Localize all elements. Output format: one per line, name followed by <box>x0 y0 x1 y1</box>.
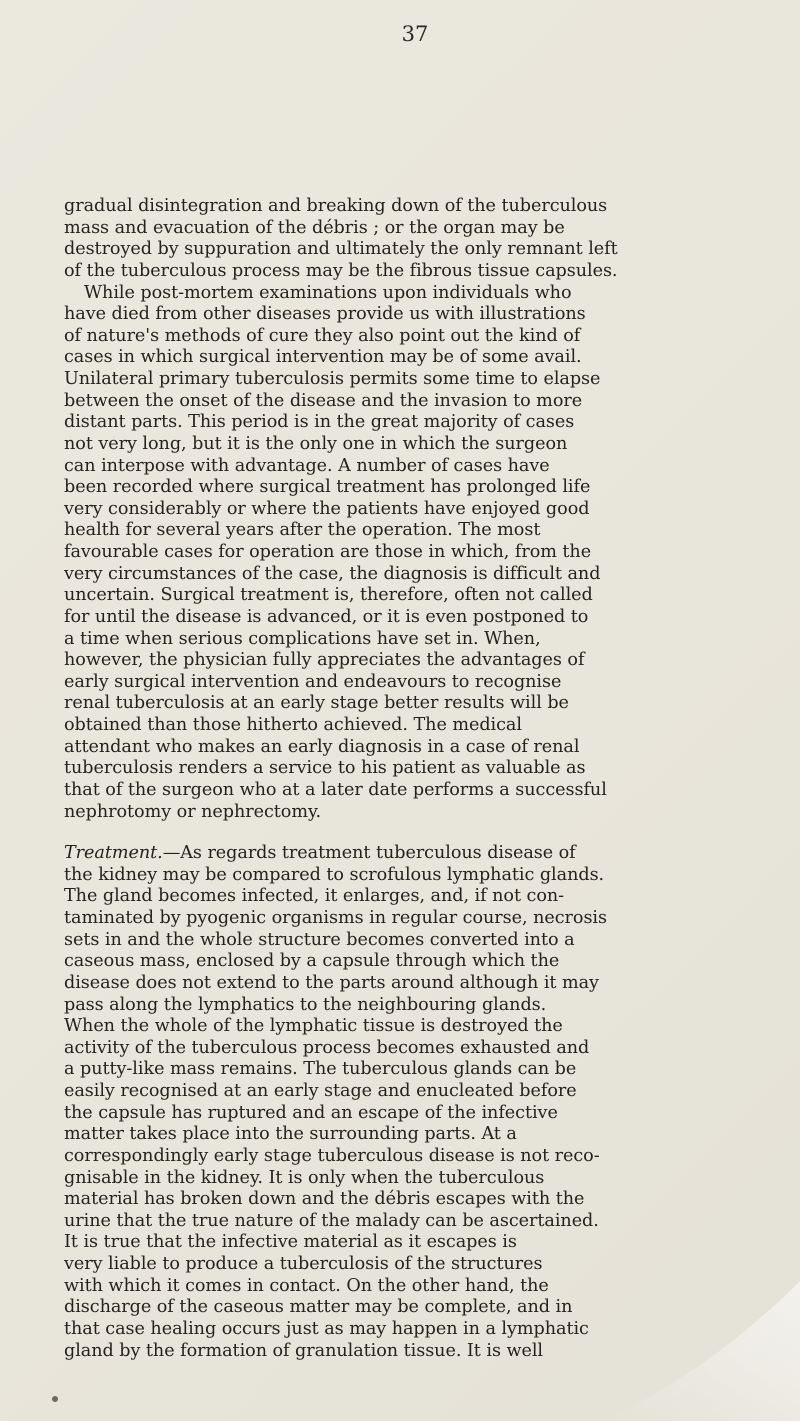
text-line: activity of the tuberculous process becomes exhausted and <box>64 1037 590 1058</box>
text-line: between the onset of the disease and the invasion to more <box>64 390 583 411</box>
text-line: distant parts. This period is in the great majority of cases <box>64 412 575 433</box>
text-line: renal tuberculosis at an early stage better results will be <box>64 693 569 714</box>
paragraph-spacer <box>64 823 794 843</box>
text-line: taminated by pyogenic organisms in regular course, necrosis <box>64 908 607 928</box>
text-line: uncertain. Surgical treatment is, therefore, often not called <box>64 585 593 606</box>
text-line: the capsule has ruptured and an escape of the infective <box>64 1102 558 1123</box>
text-line: for until the disease is advanced, or it is even postponed to <box>64 606 589 627</box>
text-line: favourable cases for operation are those in which, from the <box>64 542 592 562</box>
section-heading-treatment: Treatment. <box>64 843 163 864</box>
text-line: disease does not extend to the parts around although it may <box>64 972 599 993</box>
text-line: early surgical intervention and endeavours to recognise <box>64 671 562 692</box>
text-line: very liable to produce a tuberculosis of the structures <box>64 1254 543 1274</box>
text-line: obtained than those hitherto achieved. The medical <box>64 715 522 735</box>
text-line: tuberculosis renders a service to his patient as valuable as <box>64 758 586 779</box>
text-line: a putty-like mass remains. The tuberculous glands can be <box>64 1059 577 1080</box>
text-line: health for several years after the operation. The most <box>64 520 541 541</box>
text-line: not very long, but it is the only one in which the surgeon <box>64 433 568 454</box>
page-body-text <box>64 196 794 1362</box>
text-line: can interpose with advantage. A number of cases have <box>64 455 550 476</box>
text-line: attendant who makes an early diagnosis in a case of renal <box>64 736 580 757</box>
paragraph-surgical-intervention <box>64 283 794 824</box>
text-line: however, the physician fully appreciates the advantages of <box>64 650 585 671</box>
text-line: that of the surgeon who at a later date performs a successful <box>64 779 607 800</box>
text-line <box>64 843 794 865</box>
text-line: sets in and the whole structure becomes converted into a <box>64 929 575 950</box>
text-line: nephrotomy or nephrectomy. <box>64 801 322 822</box>
text-line: matter takes place into the surrounding parts. At a <box>64 1124 517 1145</box>
ink-spot <box>52 1396 58 1402</box>
text-line: gland by the formation of granulation tissue. It is well <box>64 1340 543 1361</box>
text-line: very considerably or where the patients have enjoyed good <box>64 498 590 519</box>
text-line: a time when serious complications have set in. When, <box>64 628 541 649</box>
text-line: When the whole of the lymphatic tissue is destroyed the <box>64 1016 563 1037</box>
text-line: material has broken down and the débris escapes with the <box>64 1189 585 1210</box>
text-line: discharge of the caseous matter may be complete, and in <box>64 1297 573 1318</box>
text-line: pass along the lymphatics to the neighbouring glands. <box>64 994 547 1015</box>
text-line: with which it comes in contact. On the other hand, the <box>64 1275 549 1296</box>
heading-continuation: —As regards treatment tuberculous disease of <box>162 843 576 864</box>
text-line: destroyed by suppuration and ultimately the only remnant left <box>64 239 618 260</box>
text-line: the kidney may be compared to scrofulous lymphatic glands. <box>64 864 605 885</box>
paragraph-treatment <box>64 843 794 1362</box>
text-line: cases in which surgical intervention may be of some avail. <box>64 347 582 368</box>
text-line: easily recognised at an early stage and enucleated before <box>64 1081 577 1101</box>
text-line: urine that the true nature of the malady can be ascertained. <box>64 1210 599 1231</box>
text-line: Unilateral primary tuberculosis permits some time to elapse <box>64 369 601 389</box>
text-line: that case healing occurs just as may happen in a lymphatic <box>64 1318 589 1339</box>
text-line: mass and evacuation of the débris ; or the organ may be <box>64 217 565 238</box>
text-line: of nature's methods of cure they also point out the kind of <box>64 325 581 346</box>
text-line: It is true that the infective material as it escapes is <box>64 1232 517 1253</box>
text-line: very circumstances of the case, the diagnosis is difficult and <box>64 563 601 584</box>
text-line: been recorded where surgical treatment has prolonged life <box>64 477 591 498</box>
text-line: caseous mass, enclosed by a capsule through which the <box>64 951 560 972</box>
text-line: The gland becomes infected, it enlarges, and, if not con- <box>64 886 565 907</box>
text-line: While post-mortem examinations upon individuals who <box>84 282 572 303</box>
text-line: correspondingly early stage tuberculous disease is not reco- <box>64 1145 600 1166</box>
text-line: gnisable in the kidney. It is only when the tuberculous <box>64 1167 545 1188</box>
text-line: gradual disintegration and breaking down of the tuberculous <box>64 196 608 216</box>
paragraph-continuation <box>64 196 794 283</box>
text-line: have died from other diseases provide us with illustrations <box>64 304 586 325</box>
page-number: 37 <box>401 22 429 46</box>
text-line: of the tuberculous process may be the fibrous tissue capsules. <box>64 260 618 281</box>
